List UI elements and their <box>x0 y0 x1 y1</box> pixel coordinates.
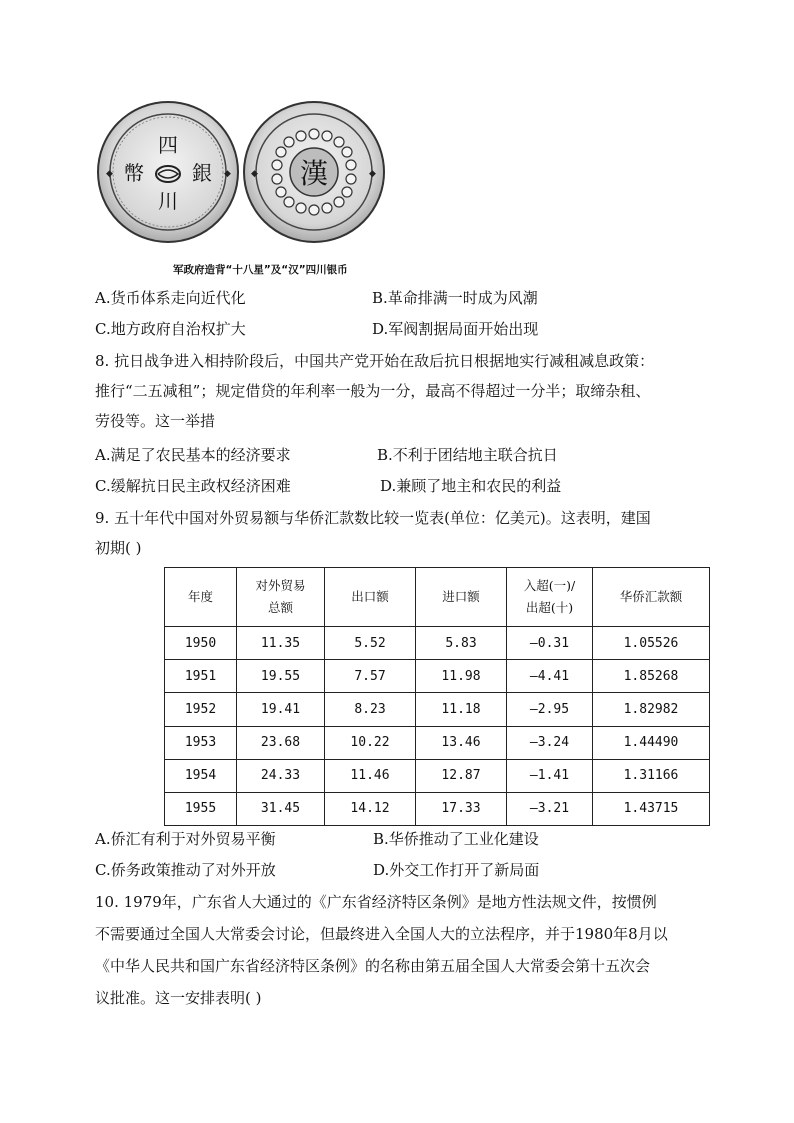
svg-text:◆: ◆ <box>224 169 231 179</box>
table-cell: 14.12 <box>325 792 416 825</box>
q9-option-b[interactable]: B.华侨推动了工业化建设 <box>373 830 539 848</box>
left-coin-char-left: 幣 <box>124 161 144 185</box>
header-year-text: 年度 <box>187 589 213 605</box>
table-row <box>165 693 710 726</box>
header-export <box>325 568 416 627</box>
table-cell: 24.33 <box>237 759 325 792</box>
table-row <box>165 759 710 792</box>
svg-text:◆: ◆ <box>369 169 376 179</box>
header-balance <box>507 568 593 627</box>
q8-stem-line-3: 劳役等。这一举措 <box>95 412 216 430</box>
trade-table <box>164 567 710 826</box>
table-cell: 1.82982 <box>593 693 710 726</box>
q10-stem-line-1: 10. 1979年，广东省人大通过的《广东省经济特区条例》是地方性法规文件，按惯例 <box>95 893 657 911</box>
header-total-line1: 对外贸易 <box>255 578 306 594</box>
header-balance-line2: 出超(十) <box>525 600 574 616</box>
table-cell: 7.57 <box>325 660 416 693</box>
table-row <box>165 627 710 660</box>
q7-option-a[interactable]: A.货币体系走向近代化 <box>95 289 246 307</box>
table-row <box>165 792 710 825</box>
q8-option-b[interactable]: B.不利于团结地主联合抗日 <box>377 446 558 464</box>
table-cell: 11.35 <box>237 627 325 660</box>
table-cell: 1.85268 <box>593 660 710 693</box>
left-coin-char-bottom: 川 <box>158 189 178 213</box>
table-cell: 23.68 <box>237 726 325 759</box>
q8-option-d[interactable]: D.兼顾了地主和农民的利益 <box>380 477 562 495</box>
table-cell: 1.31166 <box>593 759 710 792</box>
table-header-row <box>165 568 710 627</box>
header-balance-line1: 入超(一)/ <box>523 578 576 594</box>
q8-stem-line-1: 8. 抗日战争进入相持阶段后，中国共产党开始在敌后抗日根据地实行减租减息政策： <box>95 352 655 370</box>
header-import <box>416 568 507 627</box>
left-coin <box>98 102 238 242</box>
left-coin-char-top: 四 <box>158 133 178 157</box>
coin-figure <box>96 96 386 248</box>
table-cell: 1954 <box>165 759 237 792</box>
q7-option-d[interactable]: D.军阀割据局面开始出现 <box>372 320 539 338</box>
table-row <box>165 660 710 693</box>
table-cell: —3.24 <box>507 726 593 759</box>
table-cell: —4.41 <box>507 660 593 693</box>
header-import-text: 进口额 <box>442 589 480 605</box>
q9-stem-line-1: 9. 五十年代中国对外贸易额与华侨汇款数比较一览表(单位：亿美元)。这表明，建国 <box>95 509 651 527</box>
header-total-line2: 总额 <box>267 600 293 616</box>
table-cell: 17.33 <box>416 792 507 825</box>
q9-option-c[interactable]: C.侨务政策推动了对外开放 <box>95 861 276 879</box>
table-cell: 13.46 <box>416 726 507 759</box>
table-cell: 1.44490 <box>593 726 710 759</box>
q9-option-a[interactable]: A.侨汇有利于对外贸易平衡 <box>95 830 276 848</box>
table-cell: 1953 <box>165 726 237 759</box>
q8-option-a[interactable]: A.满足了农民基本的经济要求 <box>95 446 291 464</box>
table-cell: 8.23 <box>325 693 416 726</box>
q10-stem-line-4: 议批准。这一安排表明( ) <box>95 989 262 1007</box>
header-year <box>165 568 237 627</box>
header-total <box>237 568 325 627</box>
table-cell: 1952 <box>165 693 237 726</box>
table-cell: 12.87 <box>416 759 507 792</box>
right-coin <box>244 102 384 242</box>
table-cell: 1.43715 <box>593 792 710 825</box>
table-cell: 5.83 <box>416 627 507 660</box>
left-coin-char-right: 銀 <box>192 161 212 185</box>
q7-option-b[interactable]: B.革命排满一时成为风潮 <box>372 289 538 307</box>
figure-caption: 军政府造背“十八星”及“汉”四川银币 <box>173 264 348 276</box>
table-cell: 5.52 <box>325 627 416 660</box>
q9-option-d[interactable]: D.外交工作打开了新局面 <box>373 861 540 879</box>
q10-stem-line-2: 不需要通过全国人大常委会讨论，但最终进入全国人大的立法程序，并于1980年8月以 <box>95 925 668 943</box>
q7-option-c[interactable]: C.地方政府自治权扩大 <box>95 320 246 338</box>
table-cell: —1.41 <box>507 759 593 792</box>
table-cell: 10.22 <box>325 726 416 759</box>
svg-text:◆: ◆ <box>106 169 113 179</box>
table-row <box>165 726 710 759</box>
header-remittance-text: 华侨汇款额 <box>619 589 683 605</box>
table-cell: 31.45 <box>237 792 325 825</box>
table-cell: —2.95 <box>507 693 593 726</box>
right-coin-char: 漢 <box>299 157 329 190</box>
table-cell: —3.21 <box>507 792 593 825</box>
q10-stem-line-3: 《中华人民共和国广东省经济特区条例》的名称由第五届全国人大常委会第十五次会 <box>95 957 651 975</box>
table-cell: 1.05526 <box>593 627 710 660</box>
q8-option-c[interactable]: C.缓解抗日民主政权经济困难 <box>95 477 291 495</box>
q9-stem-line-2: 初期( ) <box>95 539 142 557</box>
table-cell: 19.55 <box>237 660 325 693</box>
table-cell: —0.31 <box>507 627 593 660</box>
header-export-text: 出口额 <box>351 589 389 605</box>
table-cell: 19.41 <box>237 693 325 726</box>
table-cell: 11.46 <box>325 759 416 792</box>
table-cell: 11.98 <box>416 660 507 693</box>
table-cell: 11.18 <box>416 693 507 726</box>
table-cell: 1950 <box>165 627 237 660</box>
table-cell: 1955 <box>165 792 237 825</box>
q8-stem-line-2: 推行“二五减租”；规定借贷的年利率一般为一分，最高不得超过一分半；取缔杂租、 <box>95 382 651 400</box>
header-remittance <box>593 568 710 627</box>
table-cell: 1951 <box>165 660 237 693</box>
svg-text:◆: ◆ <box>251 169 258 179</box>
